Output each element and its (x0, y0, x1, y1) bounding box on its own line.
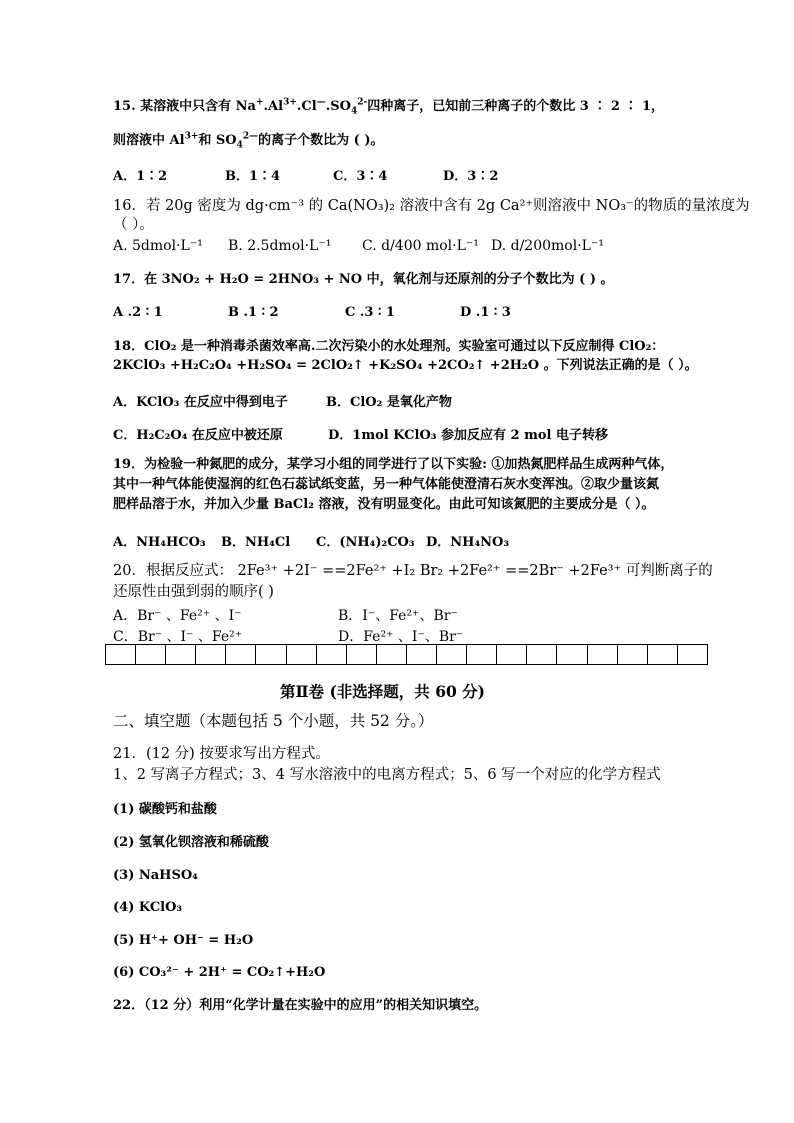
answer-cell[interactable] (467, 645, 497, 665)
q20-option-b: B．I⁻、Fe²⁺、Br⁻ (338, 608, 458, 624)
q16-option-d: D. d/200mol·L⁻¹ (491, 238, 604, 254)
q21-head: 21．(12 分) 按要求写出方程式。 (113, 746, 330, 762)
answer-cell[interactable] (226, 645, 256, 665)
q18-option-d: D．1mol KClO₃ 参加反应有 2 mol 电子转移 (328, 428, 608, 443)
q19-line2: 其中一种气体能使湿润的红色石蕊试纸变蓝，另一种气体能使澄清石灰水变浑浊。②取少量该氮 (113, 477, 660, 492)
q18-option-c: C．H₂C₂O₄ 在反应中被还原 (113, 428, 283, 443)
q17-option-c: C .3 ∶ 1 (345, 305, 395, 320)
q18-option-b: B．ClO₂ 是氧化产物 (326, 395, 452, 410)
q15-line2: 则溶液中 $Al^{3+}$和 $SO_4^{2—}$的离子个数比为 ( )。 (113, 131, 384, 151)
part2-title: 第Ⅱ卷 (非选择题，共 60 分) (280, 682, 485, 701)
answer-cell[interactable] (647, 645, 677, 665)
q21-item-4: (4) KClO₃ (113, 900, 183, 915)
q17-line1: 17．在 3NO₂ + H₂O = 2HNO₃ + NO 中，氧化剂与还原剂的分子个数比为 ( ) 。 (113, 272, 614, 287)
q21-item-3: (3) NaHSO₄ (113, 868, 198, 883)
answer-grid (105, 644, 708, 665)
q21-item-2: (2) 氢氧化钡溶液和稀硫酸 (113, 835, 269, 850)
q19-option-b: B．NH₄Cl (221, 535, 291, 550)
q15-option-b: B．1∶4 (225, 169, 281, 184)
q21-item-1: (1) 碳酸钙和盐酸 (113, 802, 217, 817)
section2-title: 二、填空题（本题包括 5 个小题，共 52 分。） (113, 712, 434, 730)
q19-option-a: A．NH₄HCO₃ (113, 535, 206, 550)
q16-line2: （ ）。 (113, 217, 154, 233)
q20-option-d: D．Fe²⁺ 、I⁻、Br⁻ (338, 629, 464, 645)
q16-option-b: B. 2.5dmol·L⁻¹ (228, 238, 332, 254)
answer-cell[interactable] (256, 645, 286, 665)
answer-cell[interactable] (406, 645, 436, 665)
q16-option-a: A. 5dmol·L⁻¹ (113, 238, 203, 254)
q15-line1: 15. 某溶液中只含有 $Na^+.Al^{3+}.Cl^—.SO_4^{2-}$四种离子，已知前三种离子的个数比 3 ∶ 2 ∶ 1， (113, 97, 665, 117)
q16-line1: 16．若 20g 密度为 dg·cm⁻³ 的 Ca(NO₃)₂ 溶液中含有 2g Ca²⁺则溶液中 NO₃⁻的物质的量浓度为 (113, 198, 750, 214)
q19-line1: 19．为检验一种氮肥的成分，某学习小组的同学进行了以下实验: ①加热氮肥样品生成两种气体， (113, 457, 674, 472)
q18-line1: 18．ClO₂ 是一种消毒杀菌效率高.二次污染小的水处理剂。实验室可通过以下反应制得 ClO₂： (113, 339, 665, 354)
answer-cell[interactable] (497, 645, 527, 665)
q21-instructions: 1、2 写离子方程式；3、4 写水溶液中的电离方程式；5、6 写一个对应的化学方程式 (113, 767, 661, 783)
answer-cell[interactable] (286, 645, 316, 665)
q16-option-c: C. d/400 mol·L⁻¹ (362, 238, 479, 254)
q20-option-c: C．Br⁻ 、I⁻ 、Fe²⁺ (113, 629, 243, 645)
q21-item-6: (6) CO₃²⁻ + 2H⁺ = CO₂↑+H₂O (113, 965, 326, 980)
q15-option-c: C．3∶4 (333, 169, 388, 184)
answer-cell[interactable] (316, 645, 346, 665)
q17-option-b: B .1 ∶ 2 (228, 305, 279, 320)
q15-option-a: A．1∶2 (113, 169, 168, 184)
q17-option-a: A .2 ∶ 1 (113, 305, 163, 320)
q17-option-d: D .1 ∶ 3 (460, 305, 511, 320)
answer-cell[interactable] (437, 645, 467, 665)
answer-cell[interactable] (587, 645, 617, 665)
answer-cell[interactable] (617, 645, 647, 665)
q18-option-a: A．KClO₃ 在反应中得到电子 (113, 395, 288, 410)
answer-cell[interactable] (557, 645, 587, 665)
q19-line3: 肥样品溶于水，并加入少量 BaCl₂ 溶液，没有明显变化。由此可知该氮肥的主要成分是（ ）。 (113, 497, 655, 512)
answer-cell[interactable] (196, 645, 226, 665)
answer-cell[interactable] (346, 645, 376, 665)
q20-option-a: A．Br⁻ 、Fe²⁺ 、I⁻ (113, 608, 242, 624)
answer-cell[interactable] (166, 645, 196, 665)
q22-head: 22．（12 分）利用“化学计量在实验中的应用”的相关知识填空。 (113, 998, 488, 1013)
q20-line2: 还原性由强到弱的顺序( ) (113, 584, 274, 600)
q20-line1: 20．根据反应式： 2Fe³⁺ +2I⁻ ==2Fe²⁺ +I₂ Br₂ +2Fe²⁺ ==2Br⁻ +2Fe³⁺ 可判断离子的 (113, 563, 713, 579)
q19-option-d: D．NH₄NO₃ (426, 535, 510, 550)
q18-line2: 2KClO₃ +H₂C₂O₄ +H₂SO₄ = 2ClO₂↑ +K₂SO₄ +2CO₂↑ +2H₂O 。下列说法正确的是（ ）。 (113, 358, 698, 373)
answer-cell[interactable] (376, 645, 406, 665)
answer-cell[interactable] (527, 645, 557, 665)
q15-option-d: D．3∶2 (443, 169, 499, 184)
answer-cell[interactable] (677, 645, 707, 665)
answer-cell[interactable] (136, 645, 166, 665)
q19-option-c: C．(NH₄)₂CO₃ (316, 535, 415, 550)
answer-cell[interactable] (106, 645, 136, 665)
q21-item-5: (5) H⁺+ OH⁻ = H₂O (113, 933, 254, 948)
